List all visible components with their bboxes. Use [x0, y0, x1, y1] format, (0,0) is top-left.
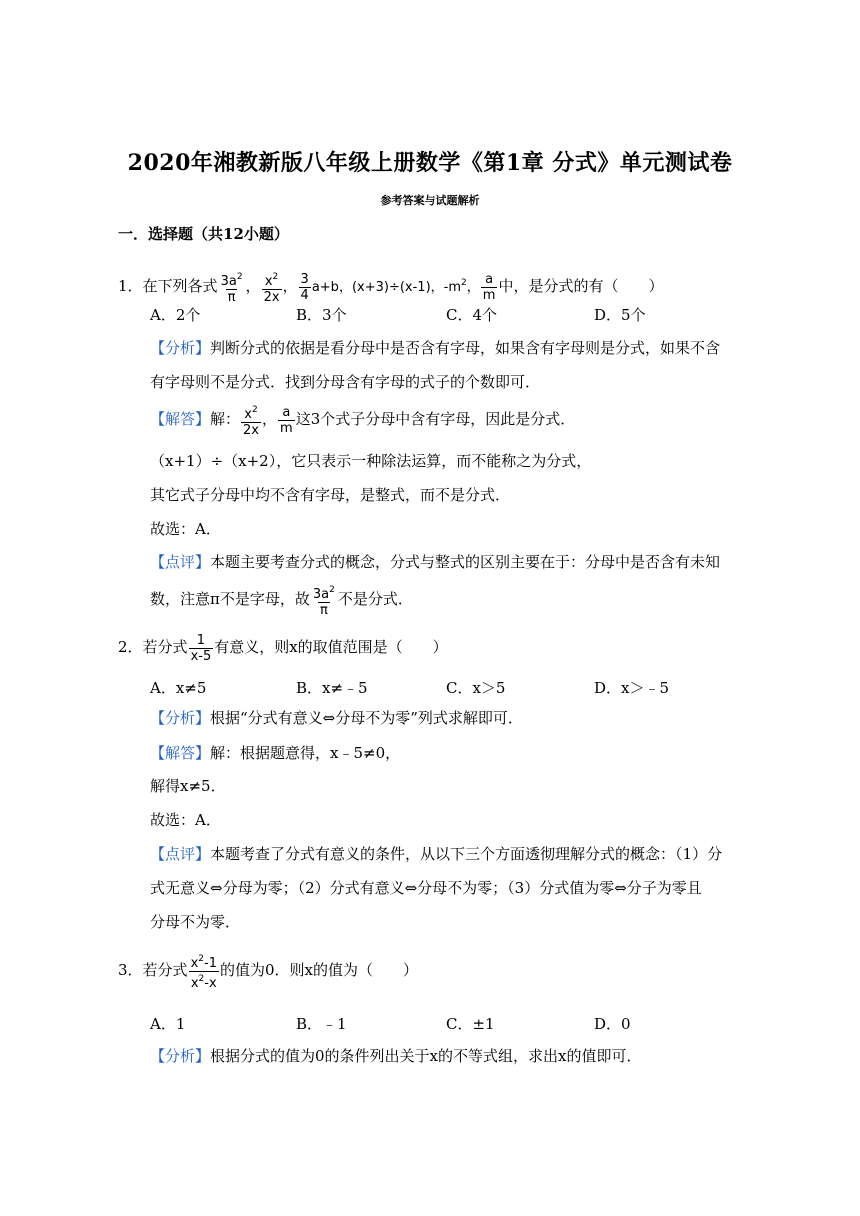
- q2-choice: 故选：A．: [150, 811, 221, 829]
- page-subtitle: 参考答案与试题解析: [380, 194, 480, 207]
- q1-sol-expr-2: $\frac{a}{m}$: [280, 404, 293, 436]
- q1-option-b: B．3个: [296, 306, 347, 324]
- q2-comment-cont-2: 分母不为零．: [150, 913, 241, 931]
- q1-solution-line-b: 其它式子分母中均不含有字母，是整式，而不是分式．: [150, 486, 511, 504]
- q3-option-c: C．±1: [446, 1015, 495, 1033]
- q2-number: 2．: [118, 638, 143, 656]
- q3-option-b: B．﹣1: [296, 1015, 347, 1033]
- q1-solution: 【解答】解： $\frac{x^2}{2x}$ ， $\frac{a}{m}$ 这3个式子分母中含有字母，因此是分式．: [150, 404, 576, 438]
- q1-expr-3-tail: a+b，: [311, 280, 352, 295]
- q1-expr-3: $\frac{3}{4}$: [300, 271, 309, 303]
- q1-option-d: D．5个: [594, 306, 646, 324]
- q2-option-b: B．x≠﹣5: [296, 679, 368, 697]
- q2-stem: 2．若分式 $\frac{1}{x-5}$ 有意义，则x的取值范围是（ ）: [118, 632, 448, 664]
- q1-comment-expr: $\frac{3a^2}{\pi}$: [312, 584, 335, 618]
- q2-comment: 【点评】本题考查了分式有意义的条件，从以下三个方面透彻理解分式的概念：（1）分: [150, 845, 723, 863]
- q1-number: 1．: [118, 277, 143, 295]
- q3-analysis: 【分析】根据分式的值为0的条件列出关于x的不等式组，求出x的值即可．: [150, 1047, 642, 1065]
- page-title: 2020年湘教新版八年级上册数学《第1章 分式》单元测试卷: [127, 150, 733, 176]
- q1-stem-prefix: 在下列各式: [142, 277, 218, 295]
- section-heading: 一．选择题（共12小题）: [118, 225, 289, 243]
- q2-analysis: 【分析】根据“分式有意义⇔分母不为零”列式求解即可．: [150, 709, 523, 727]
- q2-expr: $\frac{1}{x-5}$: [190, 632, 212, 664]
- q2-option-c: C．x＞5: [446, 679, 506, 697]
- q1-expr-2: $\frac{x^2}{2x}$: [263, 271, 280, 305]
- q1-analysis: 【分析】判断分式的依据是看分母中是否含有字母，如果含有字母则是分式，如果不含: [150, 339, 721, 357]
- q1-option-c: C．4个: [446, 306, 498, 324]
- comment-tag: 【点评】: [150, 553, 211, 571]
- q2-option-a: A．x≠5: [150, 679, 207, 697]
- solution-tag: 【解答】: [150, 410, 211, 428]
- q1-stem-suffix: 中，是分式的有（ ）: [498, 277, 664, 295]
- q2-comment-cont-1: 式无意义⇔分母为零；（2）分式有意义⇔分母不为零；（3）分式值为零⇔分子为零且: [150, 879, 702, 897]
- q3-expr: $\frac{x^2-1}{x^2-x}$: [190, 953, 217, 991]
- q1-stem: 1．在下列各式 $\frac{3a^2}{\pi}$ ， $\frac{x^2}{2x}$ ， $\frac{3}{4}$ a+b，(x+3)÷(x-1)，$-m^2$， $\frac{a}{m}$ 中，是分式的有（ ）: [118, 271, 664, 305]
- q1-comment: 【点评】本题主要考查分式的概念，分式与整式的区别主要在于：分母中是否含有未知: [150, 553, 721, 571]
- q3-option-d: D．0: [594, 1015, 631, 1033]
- analysis-tag: 【分析】: [150, 339, 211, 357]
- q2-solution: 【解答】解：根据题意得，x﹣5≠0，: [150, 744, 401, 762]
- q1-solution-line-a: （x+1）÷（x+2），它只表示一种除法运算，而不能称之为分式，: [150, 452, 592, 470]
- q3-stem: 3．若分式 $\frac{x^2-1}{x^2-x}$ 的值为0．则x的值为（ ）: [118, 953, 418, 991]
- q2-solution-line-a: 解得x≠5．: [150, 777, 226, 795]
- q3-number: 3．: [118, 961, 143, 979]
- q3-option-a: A．1: [150, 1015, 186, 1033]
- q1-analysis-cont: 有字母则不是分式．找到分母含有字母的式子的个数即可．: [150, 373, 541, 391]
- q2-option-d: D．x＞﹣5: [594, 679, 670, 697]
- q1-option-a: A．2个: [150, 306, 201, 324]
- q1-expr-5: $-m^2$，: [443, 278, 480, 295]
- q1-expr-4: (x+3)÷(x-1)，: [351, 280, 444, 295]
- q1-sol-expr-1: $\frac{x^2}{2x}$: [243, 404, 259, 438]
- q1-choice: 故选：A．: [150, 520, 221, 538]
- q1-expr-6: $\frac{a}{m}$: [482, 271, 496, 303]
- q1-comment-cont: 数，注意π不是字母，故 $\frac{3a^2}{\pi}$ 不是分式．: [150, 584, 413, 618]
- q1-expr-1: $\frac{3a^2}{\pi}$: [220, 271, 243, 305]
